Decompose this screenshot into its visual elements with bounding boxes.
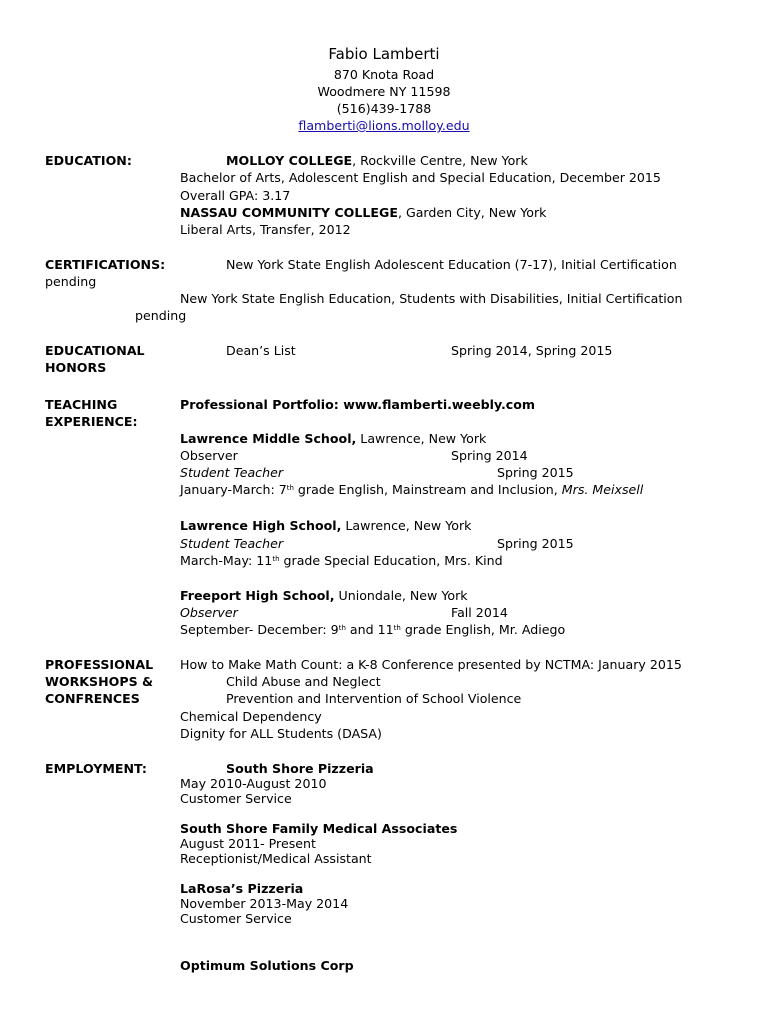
lms-date-2: Spring 2015 [497, 465, 574, 480]
education-school-1: MOLLOY COLLEGE, Rockville Centre, New York [226, 153, 528, 168]
phone-line: (516)439-1788 [336, 101, 432, 116]
job-2-role: Receptionist/Medical Assistant [180, 851, 372, 866]
workshop-item: Dignity for ALL Students (DASA) [180, 726, 382, 741]
fhs-title: Freeport High School, Uniondale, New York [180, 588, 468, 603]
workshops-heading-3: CONFRENCES [45, 691, 140, 706]
certification-1-cont: pending [45, 274, 97, 289]
workshop-item: Chemical Dependency [180, 709, 322, 724]
portfolio-line: Professional Portfolio: www.flamberti.weebly.com [180, 397, 536, 412]
email-link[interactable]: flamberti@lions.molloy.edu [298, 118, 470, 133]
job-1-name: South Shore Pizzeria [226, 761, 374, 776]
job-3-role: Customer Service [180, 911, 292, 926]
address-line: 870 Knota Road [333, 67, 435, 82]
certifications-heading: CERTIFICATIONS: [45, 257, 166, 272]
job-1-role: Customer Service [180, 791, 292, 806]
workshops-heading-2: WORKSHOPS & [45, 674, 154, 689]
email-line [0, 117, 768, 134]
certification-2: New York State English Education, Students with Disabilities, Initial Certification [180, 291, 683, 306]
employment-heading: EMPLOYMENT: [45, 761, 147, 776]
certification-2-cont: pending [135, 308, 187, 323]
honors-heading-1: EDUCATIONAL [45, 343, 145, 358]
workshop-item: Child Abuse and Neglect [226, 674, 381, 689]
workshop-item: Prevention and Intervention of School Violence [226, 691, 522, 706]
job-4-name: Optimum Solutions Corp [180, 958, 354, 973]
education-heading: EDUCATION: [45, 153, 132, 168]
lhs-title: Lawrence High School, Lawrence, New York [180, 518, 472, 533]
education-gpa: Overall GPA: 3.17 [180, 188, 291, 203]
lms-role-1: Observer [180, 448, 238, 463]
job-2-dates: August 2011- Present [180, 836, 316, 851]
honors-item: Dean’s List [226, 343, 296, 358]
fhs-date: Fall 2014 [451, 605, 508, 620]
lms-description: January-March: 7th grade English, Mainstream and Inclusion, Mrs. Meixsell [180, 482, 644, 497]
workshops-heading-1: PROFESSIONAL [45, 657, 154, 672]
certification-1: New York State English Adolescent Education (7-17), Initial Certification [226, 257, 677, 272]
teaching-heading-2: EXPERIENCE: [45, 414, 138, 429]
education-degree-2: Liberal Arts, Transfer, 2012 [180, 222, 351, 237]
lhs-description: March-May: 11th grade Special Education, Mrs. Kind [180, 553, 503, 568]
honors-dates: Spring 2014, Spring 2015 [451, 343, 613, 358]
city-line: Woodmere NY 11598 [317, 84, 451, 99]
job-2-name: South Shore Family Medical Associates [180, 821, 458, 836]
workshop-item: How to Make Math Count: a K-8 Conference presented by NCTMA: January 2015 [180, 657, 682, 672]
lhs-role: Student Teacher [180, 536, 284, 551]
lms-title: Lawrence Middle School, Lawrence, New York [180, 431, 487, 446]
education-degree-1: Bachelor of Arts, Adolescent English and Special Education, December 2015 [180, 170, 661, 185]
job-3-name: LaRosa’s Pizzeria [180, 881, 304, 896]
fhs-role: Observer [180, 605, 238, 620]
fhs-description: September- December: 9th and 11th grade English, Mr. Adiego [180, 622, 566, 637]
honors-heading-2: HONORS [45, 360, 107, 375]
education-school-2: NASSAU COMMUNITY COLLEGE, Garden City, New York [180, 205, 547, 220]
lms-date-1: Spring 2014 [451, 448, 528, 463]
resume-name: Fabio Lamberti [328, 45, 440, 63]
lms-role-2: Student Teacher [180, 465, 284, 480]
lhs-date: Spring 2015 [497, 536, 574, 551]
job-3-dates: November 2013-May 2014 [180, 896, 349, 911]
job-1-dates: May 2010-August 2010 [180, 776, 327, 791]
teaching-heading-1: TEACHING [45, 397, 118, 412]
